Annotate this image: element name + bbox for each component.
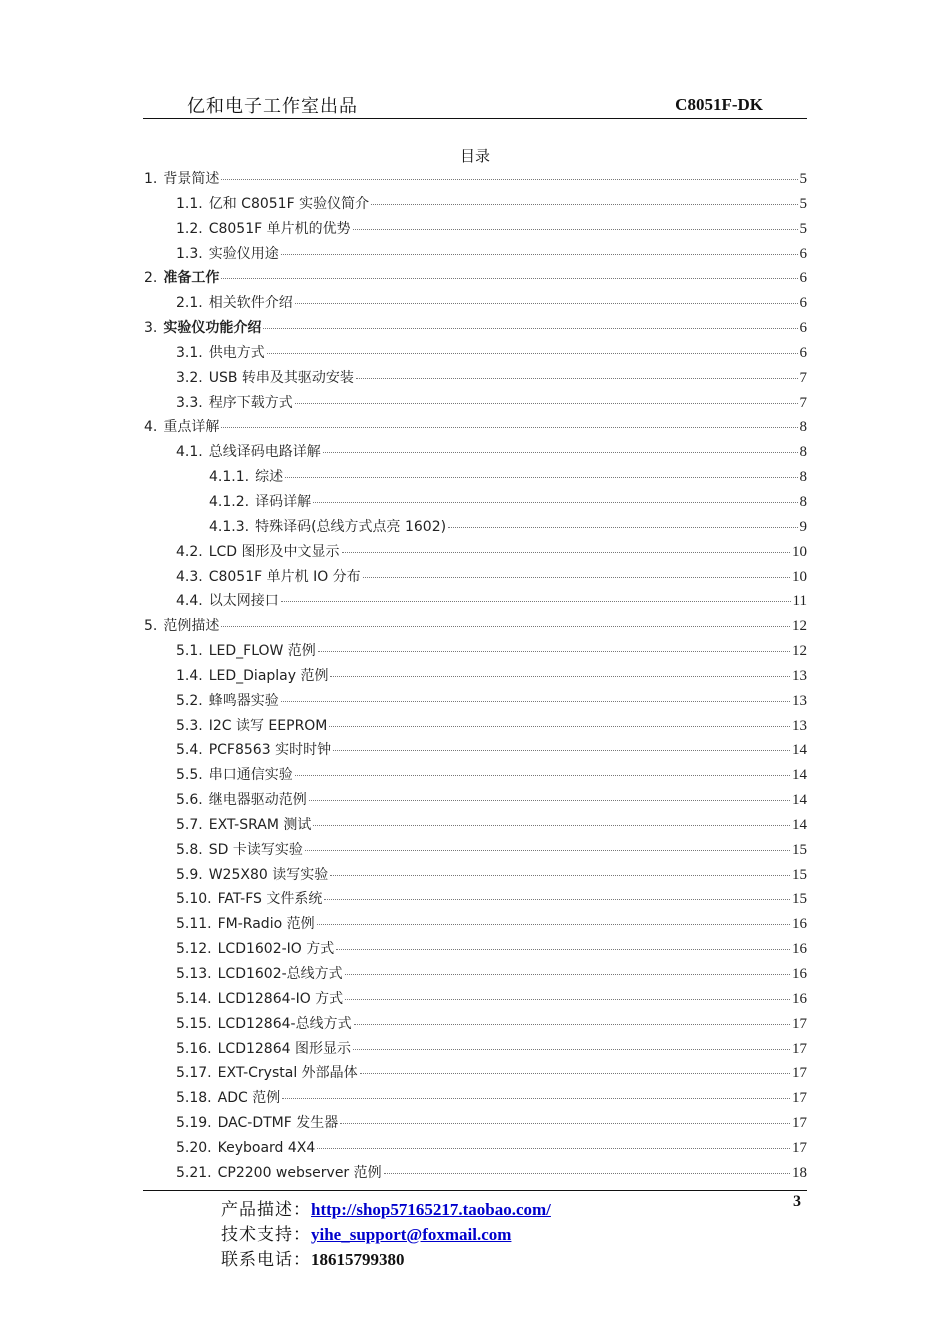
toc-dot-leader xyxy=(313,817,790,826)
toc-entry-title: CP2200 webserver 范例 xyxy=(217,1164,382,1181)
toc-entry[interactable] xyxy=(144,962,807,987)
toc-entry[interactable] xyxy=(144,291,807,316)
toc-entry-title: LCD1602-IO 方式 xyxy=(217,941,335,958)
toc-entry-title: LCD1602-总线方式 xyxy=(217,966,343,982)
toc-entry-title: EXT-Crystal 外部晶体 xyxy=(217,1065,358,1082)
toc-entry-page: 8 xyxy=(799,419,807,436)
toc-entry-page: 15 xyxy=(792,866,807,883)
toc-entry-title: 实验仪用途 xyxy=(208,245,279,262)
toc-entry-page: 13 xyxy=(792,717,807,734)
toc-entry-page: 8 xyxy=(799,469,807,486)
toc-dot-leader xyxy=(448,519,797,528)
toc-entry-number: 1.4. xyxy=(176,667,203,684)
toc-dot-leader xyxy=(384,1165,790,1174)
toc-dot-leader xyxy=(281,593,791,602)
toc-entry[interactable] xyxy=(144,912,807,937)
toc-entry-number: 4.4. xyxy=(176,593,203,610)
toc-entry-number: 5.20. xyxy=(176,1139,212,1156)
toc-entry-number: 3.1. xyxy=(176,344,203,361)
footer-phone-label: 联系电话： xyxy=(221,1250,311,1270)
toc-entry-number: 4.2. xyxy=(176,543,203,560)
toc-entry-title: LCD12864 图形显示 xyxy=(217,1040,351,1057)
toc-entry[interactable] xyxy=(144,813,807,838)
toc-entry-page: 12 xyxy=(792,618,807,635)
toc-entry-number: 5.19. xyxy=(176,1115,212,1132)
toc-entry-title: LCD12864-总线方式 xyxy=(217,1015,352,1032)
toc-entry-number: 4.3. xyxy=(176,568,203,585)
toc-entry[interactable] xyxy=(144,614,807,639)
toc-entry-title: EXT-SRAM 测试 xyxy=(208,816,312,833)
toc-entry-title: 继电器驱动范例 xyxy=(208,792,307,809)
toc-entry-title: 总线译码电路详解 xyxy=(208,444,321,461)
toc-entry-number: 1.3. xyxy=(176,245,203,262)
toc-entry-page: 10 xyxy=(792,543,807,560)
table-of-contents xyxy=(144,167,807,1186)
toc-entry-page: 11 xyxy=(792,593,807,610)
toc-entry-title: 相关软件介绍 xyxy=(208,295,293,312)
toc-dot-leader xyxy=(360,1065,790,1074)
toc-entry-number: 4.1.3. xyxy=(209,518,250,535)
toc-entry-number: 5.16. xyxy=(176,1040,212,1057)
toc-entry-number: 3.3. xyxy=(176,394,203,411)
toc-entry[interactable] xyxy=(144,1161,807,1186)
header-product-code: C8051F-DK xyxy=(675,95,763,114)
toc-entry-page: 5 xyxy=(799,220,807,237)
toc-entry-number: 5.5. xyxy=(176,767,203,784)
footer-phone-line xyxy=(221,1245,405,1269)
toc-entry-number: 5.2. xyxy=(176,692,203,709)
footer-product-line xyxy=(221,1195,551,1219)
toc-entry-page: 15 xyxy=(792,891,807,908)
toc-dot-leader xyxy=(363,569,790,578)
toc-dot-leader xyxy=(281,693,790,702)
toc-entry-title: ADC 范例 xyxy=(217,1090,281,1107)
toc-entry-title: FM-Radio 范例 xyxy=(217,916,315,933)
toc-entry-page: 16 xyxy=(792,941,807,958)
toc-dot-leader xyxy=(330,668,790,677)
toc-dot-leader xyxy=(333,742,790,751)
toc-entry[interactable] xyxy=(144,589,807,614)
toc-dot-leader xyxy=(295,767,790,776)
toc-entry-page: 14 xyxy=(792,792,807,809)
toc-entry[interactable] xyxy=(144,1037,807,1062)
toc-entry-number: 3.2. xyxy=(176,369,203,386)
toc-dot-leader xyxy=(285,469,797,478)
toc-entry-page: 14 xyxy=(792,767,807,784)
toc-entry-page: 6 xyxy=(799,320,807,337)
toc-entry-title: 串口通信实验 xyxy=(208,767,293,784)
toc-entry[interactable] xyxy=(144,788,807,813)
toc-entry-title: 实验仪功能介绍 xyxy=(163,320,262,337)
toc-entry-number: 5.11. xyxy=(176,916,212,933)
toc-dot-leader xyxy=(295,395,798,404)
toc-dot-leader xyxy=(281,246,798,255)
toc-entry[interactable] xyxy=(144,714,807,739)
toc-entry[interactable] xyxy=(144,838,807,863)
toc-entry-page: 14 xyxy=(792,742,807,759)
toc-entry-page: 8 xyxy=(799,444,807,461)
toc-dot-leader xyxy=(329,718,790,727)
toc-entry[interactable] xyxy=(144,415,807,440)
toc-entry-title: LED_Diaplay 范例 xyxy=(208,667,329,684)
toc-dot-leader xyxy=(267,345,798,354)
toc-entry-title: SD 卡读写实验 xyxy=(208,841,303,858)
toc-entry[interactable] xyxy=(144,987,807,1012)
toc-entry-title: I2C 读写 EEPROM xyxy=(208,717,328,734)
toc-entry-title: USB 转串及其驱动安装 xyxy=(208,369,354,386)
toc-dot-leader xyxy=(309,792,790,801)
page-header xyxy=(143,92,807,119)
toc-entry-page: 5 xyxy=(799,171,807,187)
toc-entry-page: 17 xyxy=(792,1065,807,1082)
toc-dot-leader xyxy=(318,643,790,652)
toc-entry-page: 10 xyxy=(792,568,807,585)
toc-entry-title: PCF8563 实时时钟 xyxy=(208,742,332,759)
toc-entry-title: LED_FLOW 范例 xyxy=(208,643,316,660)
toc-entry[interactable] xyxy=(144,937,807,962)
toc-entry-page: 16 xyxy=(792,990,807,1007)
toc-entry-title: 背景简述 xyxy=(163,171,220,187)
toc-entry-title: C8051F 单片机 IO 分布 xyxy=(208,568,361,585)
toc-dot-leader xyxy=(345,991,790,1000)
toc-entry-number: 2.1. xyxy=(176,295,203,312)
toc-entry-title: 亿和 C8051F 实验仪简介 xyxy=(208,195,370,212)
toc-entry[interactable] xyxy=(144,465,807,490)
toc-entry-page: 17 xyxy=(792,1090,807,1107)
toc-entry-number: 4. xyxy=(144,419,158,436)
toc-dot-leader xyxy=(221,618,790,627)
toc-dot-leader xyxy=(330,867,790,876)
toc-entry[interactable] xyxy=(144,763,807,788)
toc-entry-number: 5.3. xyxy=(176,717,203,734)
toc-dot-leader xyxy=(340,1115,790,1124)
toc-entry-page: 6 xyxy=(799,344,807,361)
toc-entry[interactable] xyxy=(144,738,807,763)
toc-dot-leader xyxy=(221,270,797,279)
toc-entry-page: 9 xyxy=(799,518,807,535)
toc-dot-leader xyxy=(317,1140,790,1149)
toc-entry-title: 译码详解 xyxy=(255,493,312,510)
toc-entry-title: 范例描述 xyxy=(163,618,220,635)
toc-entry-page: 13 xyxy=(792,667,807,684)
toc-entry-title: DAC-DTMF 发生器 xyxy=(217,1115,339,1132)
toc-dot-leader xyxy=(354,1016,790,1025)
toc-entry[interactable] xyxy=(144,391,807,416)
toc-entry-title: 以太网接口 xyxy=(208,593,279,610)
toc-entry[interactable] xyxy=(144,887,807,912)
toc-entry-page: 7 xyxy=(799,369,807,386)
product-link[interactable]: http://shop57165217.taobao.com/ xyxy=(311,1200,551,1219)
toc-entry[interactable] xyxy=(144,490,807,515)
toc-entry-page: 6 xyxy=(799,245,807,262)
toc-dot-leader xyxy=(263,320,797,329)
toc-dot-leader xyxy=(353,221,798,230)
toc-dot-leader xyxy=(371,196,797,205)
toc-entry-title: 重点详解 xyxy=(163,419,220,436)
toc-entry[interactable] xyxy=(144,540,807,565)
toc-entry[interactable] xyxy=(144,1136,807,1161)
toc-entry-page: 8 xyxy=(799,493,807,510)
toc-entry-page: 12 xyxy=(792,643,807,660)
toc-entry-page: 13 xyxy=(792,692,807,709)
toc-entry-page: 17 xyxy=(792,1015,807,1032)
toc-entry-number: 1.2. xyxy=(176,220,203,237)
toc-entry-title: LCD12864-IO 方式 xyxy=(217,990,344,1007)
toc-entry-page: 18 xyxy=(792,1164,807,1181)
toc-entry-page: 6 xyxy=(799,295,807,312)
toc-entry[interactable] xyxy=(144,515,807,540)
toc-entry-title: W25X80 读写实验 xyxy=(208,866,329,883)
toc-dot-leader xyxy=(342,544,790,553)
toc-entry-number: 5.21. xyxy=(176,1164,212,1181)
toc-entry[interactable] xyxy=(144,1012,807,1037)
toc-dot-leader xyxy=(324,891,790,900)
toc-entry-number: 5. xyxy=(144,618,158,635)
toc-entry-title: 准备工作 xyxy=(163,270,220,287)
toc-dot-leader xyxy=(353,1041,790,1050)
toc-entry-number: 5.13. xyxy=(176,966,212,982)
toc-entry-number: 5.18. xyxy=(176,1090,212,1107)
toc-entry[interactable] xyxy=(144,639,807,664)
support-email-link[interactable]: yihe_support@foxmail.com xyxy=(311,1225,512,1244)
toc-entry-title: C8051F 单片机的优势 xyxy=(208,220,351,237)
toc-dot-leader xyxy=(345,966,790,975)
toc-entry[interactable] xyxy=(144,863,807,888)
toc-entry[interactable] xyxy=(144,689,807,714)
toc-dot-leader xyxy=(221,171,797,180)
toc-entry-number: 3. xyxy=(144,320,158,337)
toc-entry-page: 15 xyxy=(792,841,807,858)
page-number: 3 xyxy=(793,1193,801,1210)
toc-entry-page: 17 xyxy=(792,1040,807,1057)
toc-entry-number: 5.9. xyxy=(176,866,203,883)
toc-entry-title: Keyboard 4X4 xyxy=(217,1139,316,1156)
footer-product-label: 产品描述： xyxy=(221,1200,311,1220)
toc-entry-page: 6 xyxy=(799,270,807,287)
toc-entry-title: FAT-FS 文件系统 xyxy=(217,891,323,908)
toc-dot-leader xyxy=(336,941,790,950)
toc-entry-number: 5.6. xyxy=(176,792,203,809)
toc-entry-number: 1. xyxy=(144,171,158,187)
toc-entry-number: 5.8. xyxy=(176,841,203,858)
toc-entry-page: 7 xyxy=(799,394,807,411)
toc-entry-title: LCD 图形及中文显示 xyxy=(208,543,340,560)
toc-entry-number: 5.17. xyxy=(176,1065,212,1082)
toc-entry[interactable] xyxy=(144,167,807,192)
toc-entry-page: 5 xyxy=(799,195,807,212)
toc-dot-leader xyxy=(356,370,798,379)
toc-entry-page: 17 xyxy=(792,1139,807,1156)
toc-entry[interactable] xyxy=(144,217,807,242)
toc-entry-page: 14 xyxy=(792,816,807,833)
toc-entry-title: 供电方式 xyxy=(208,344,265,361)
toc-dot-leader xyxy=(313,494,797,503)
toc-entry-page: 17 xyxy=(792,1115,807,1132)
toc-entry[interactable] xyxy=(144,664,807,689)
page-footer xyxy=(143,1190,807,1270)
footer-support-line xyxy=(221,1220,511,1244)
toc-entry-number: 4.1. xyxy=(176,444,203,461)
header-studio-name: 亿和电子工作室出品 xyxy=(187,96,358,117)
toc-entry-title: 综述 xyxy=(255,469,284,486)
toc-entry[interactable] xyxy=(144,1086,807,1111)
toc-entry[interactable] xyxy=(144,1111,807,1136)
toc-entry-number: 5.10. xyxy=(176,891,212,908)
footer-support-label: 技术支持： xyxy=(221,1225,311,1245)
toc-dot-leader xyxy=(282,1090,790,1099)
toc-dot-leader xyxy=(295,295,798,304)
toc-entry[interactable] xyxy=(144,266,807,291)
toc-entry-number: 5.14. xyxy=(176,990,212,1007)
toc-entry-number: 4.1.1. xyxy=(209,469,250,486)
toc-entry[interactable] xyxy=(144,242,807,267)
toc-entry-number: 5.12. xyxy=(176,941,212,958)
toc-entry-page: 16 xyxy=(792,916,807,933)
toc-entry[interactable] xyxy=(144,565,807,590)
toc-entry-number: 1.1. xyxy=(176,195,203,212)
toc-entry[interactable] xyxy=(144,366,807,391)
footer-phone-number: 18615799380 xyxy=(311,1250,405,1269)
toc-entry-title: 程序下载方式 xyxy=(208,394,293,411)
toc-entry-title: 特殊译码(总线方式点亮 1602) xyxy=(255,518,447,535)
toc-dot-leader xyxy=(323,444,798,453)
toc-entry[interactable] xyxy=(144,316,807,341)
toc-entry[interactable] xyxy=(144,1061,807,1086)
toc-dot-leader xyxy=(305,842,790,851)
toc-entry-page: 16 xyxy=(792,966,807,982)
toc-entry-number: 5.15. xyxy=(176,1015,212,1032)
toc-entry[interactable] xyxy=(144,192,807,217)
toc-title: 目录 xyxy=(459,147,490,165)
toc-dot-leader xyxy=(317,916,790,925)
toc-entry[interactable] xyxy=(144,341,807,366)
toc-entry-number: 5.4. xyxy=(176,742,203,759)
toc-entry[interactable] xyxy=(144,440,807,465)
toc-entry-number: 4.1.2. xyxy=(209,493,250,510)
toc-entry-title: 蜂鸣器实验 xyxy=(208,692,279,709)
toc-dot-leader xyxy=(221,419,797,428)
toc-entry-number: 5.1. xyxy=(176,643,203,660)
toc-entry-number: 2. xyxy=(144,270,158,287)
toc-entry-number: 5.7. xyxy=(176,816,203,833)
